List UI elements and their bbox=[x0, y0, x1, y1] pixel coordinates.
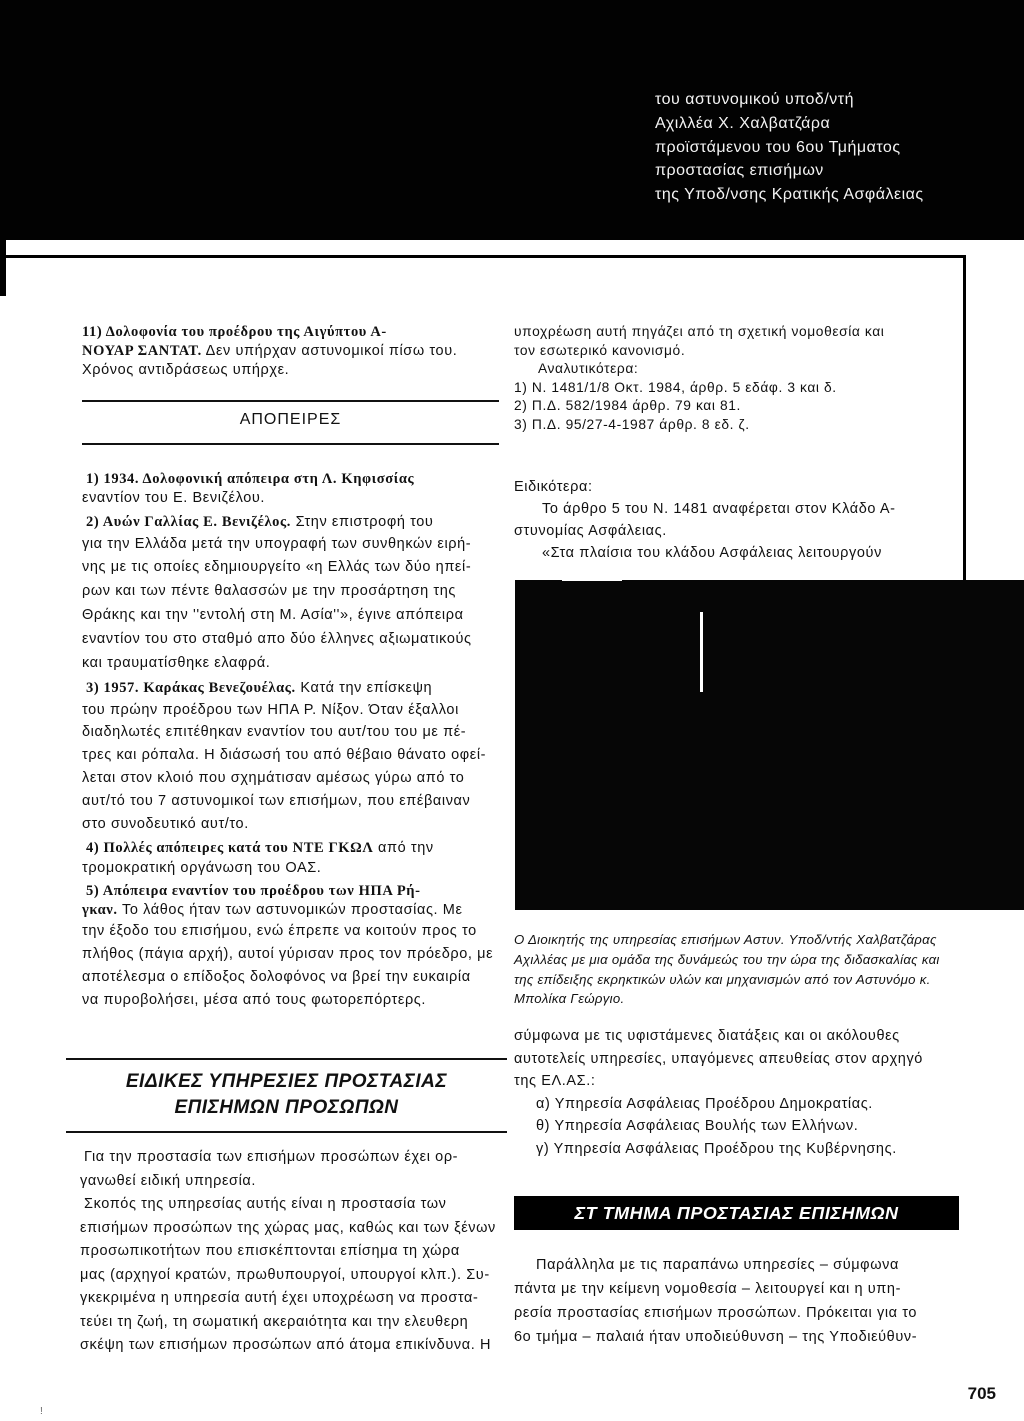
attempt-3-line: στο συνοδευτικό αυτ/το. bbox=[82, 815, 249, 832]
attempt-2-line: για την Ελλάδα μετά την υπογραφή των συνθηκών ειρή- bbox=[82, 535, 472, 552]
attempt-2-line: και τραυματίσθηκε ελαφρά. bbox=[82, 654, 271, 671]
left-edge-strip bbox=[0, 240, 6, 296]
attempt-1-line: εναντίον του Ε. Βενιζέλου. bbox=[82, 490, 266, 507]
service-item: θ) Υπηρεσία Ασφάλειας Βουλής των Ελλήνων. bbox=[536, 1118, 859, 1134]
paragraph-line: 6ο τμήμα – παλαιά ήταν υποδιεύθυνση – της Υποδιεύθυν- bbox=[514, 1329, 918, 1345]
attempt-2-line: Θράκης και την ''εντολή στη Μ. Ασία''», έγινε απόπειρα bbox=[82, 607, 464, 623]
attempt-5-line: να πυροβολήσει, μέσα από τους φωτορεπόρτερς. bbox=[82, 991, 427, 1008]
item-11-line: Χρόνος αντιδράσεως υπήρχε. bbox=[82, 362, 290, 379]
attempt-2-line: νης με τις οποίες εδημιουργείτο «η Ελλάς των δύο ηπεί- bbox=[82, 559, 472, 576]
special-heading-line: ΕΙΔΙΚΕΣ ΥΠΗΡΕΣΙΕΣ ΠΡΟΣΤΑΣΙΑΣ bbox=[125, 1071, 448, 1092]
ref-item: 1) Ν. 1481/1/8 Οκτ. 1984, άρθρ. 5 εδάφ. 3 και δ. bbox=[514, 379, 837, 395]
page-number: 705 bbox=[967, 1384, 996, 1403]
detailed-label: Αναλυτικότερα: bbox=[538, 361, 639, 377]
ref-item: 3) Π.Δ. 95/27-4-1987 άρθρ. 8 εδ. ζ. bbox=[514, 416, 750, 432]
attempt-2-line: ρων και των πέντε θαλασσών με την προσάρτηση της bbox=[82, 583, 456, 600]
paragraph-line: υποχρέωση αυτή πηγάζει από τη σχετική νομοθεσία και bbox=[514, 324, 885, 339]
paragraph-line: σκέψη των επισήμων προσώπων από άτομα επικίνδυνα. Η bbox=[80, 1337, 492, 1353]
caption-line: προϊστάμενου του 6ου Τμήματος bbox=[655, 138, 901, 156]
caption-line: Αχιλλέα Χ. Χαλβατζάρα bbox=[655, 114, 831, 132]
attempt-5-line: πλήθος (πάγια αρχή), αυτοί γύρισαν προς τον πρόεδρο, με bbox=[82, 945, 494, 962]
special-services-text bbox=[80, 1146, 510, 1358]
paragraph-line: γανωθεί ειδική υπηρεσία. bbox=[80, 1172, 256, 1189]
paragraph-line: Για την προστασία των επισήμων προσώπων έχει ορ- bbox=[84, 1149, 459, 1165]
service-item: α) Υπηρεσία Ασφάλειας Προέδρου Δημοκρατίας. bbox=[536, 1095, 873, 1112]
divider bbox=[66, 1058, 507, 1060]
divider bbox=[82, 443, 499, 445]
paragraph-line: Παράλληλα με τις παραπάνω υπηρεσίες – σύμφωνα bbox=[536, 1257, 899, 1273]
paragraph-line: προσωπικοτήτων που επισκέπτονται επίσημα τη χώρα bbox=[80, 1243, 460, 1259]
attempt-3-line: λεται στον κλοιό που σχημάτισαν αμέσως γύρω από το bbox=[82, 769, 465, 786]
paragraph-line: γκεκριμένα η υπηρεσία αυτή έχει υποχρέωση να προστα- bbox=[80, 1290, 479, 1306]
frame-top-rule bbox=[6, 255, 966, 258]
attempt-3-line: αυτ/τό του 7 αστυνομικοί των επισήμων, που επέβαιναν bbox=[82, 792, 471, 809]
attempt-3-line: διαδηλωτές επιτέθηκαν εναντίον του αυτ/του του με πέ- bbox=[82, 724, 467, 741]
paragraph-line: ρεσία προστασίας επισήμων προσώπων. Πρόκειται για το bbox=[514, 1305, 918, 1321]
attempt-5-line: αποτέλεσμα ο επίδοξος δολοφόνος να βρεί την ευκαιρία bbox=[82, 968, 471, 985]
divider bbox=[82, 400, 499, 402]
attempt-3-line: τρες και ρόπαλα. Η διάσωσή του από θέβαιο θάνατο οφεί- bbox=[82, 747, 487, 764]
attempts-heading: ΑΠΟΠΕΙΡΕΣ bbox=[239, 411, 342, 428]
specific-section bbox=[514, 476, 964, 564]
caption-line: της Υποδ/νσης Κρατικής Ασφάλειας bbox=[655, 186, 924, 204]
item-11-text: Δεν υπήρχαν αστυνομικοί πίσω του. bbox=[201, 343, 458, 360]
paragraph-line: πάντα με την κείμενη νομοθεσία – λειτουργεί και η υπη- bbox=[514, 1281, 902, 1297]
attempts-list bbox=[82, 470, 507, 1011]
legal-basis bbox=[514, 323, 964, 435]
special-services-heading bbox=[66, 1069, 507, 1121]
final-paragraph bbox=[514, 1253, 964, 1349]
paragraph-line: τεύει τη ζωή, τη σωματική ακεραιότητα και την ελευθερη bbox=[80, 1313, 469, 1330]
paragraph-line: τον εσωτερικό κανονισμό. bbox=[514, 342, 686, 358]
attempt-5-line: την έξοδο του επισήμου, ενώ έπρεπε να κοιτούν προς το bbox=[82, 923, 477, 940]
caption-line: του αστυνομικού υποδ/ντή bbox=[655, 91, 854, 108]
item-11-title-2: ΝΟΥΑΡ ΣΑΝΤΑΤ. bbox=[82, 343, 202, 360]
services-section bbox=[514, 1025, 964, 1160]
ref-item: 2) Π.Δ. 582/1984 άρθρ. 79 και 81. bbox=[514, 398, 741, 414]
attempt-2-title: 2) Αυών Γαλλίας Ε. Βενιζέλος. bbox=[86, 514, 291, 531]
paragraph-line: «Στα πλαίσια του κλάδου Ασφάλειας λειτουργούν bbox=[542, 545, 882, 561]
attempt-2-text: Στην επιστροφή του bbox=[290, 514, 434, 531]
attempt-1-title: 1) 1934. Δολοφονική απόπειρα στη Λ. Κηφισσίας bbox=[86, 471, 415, 487]
service-item: γ) Υπηρεσία Ασφάλειας Προέδρου της Κυβέρνησης. bbox=[536, 1140, 897, 1157]
special-heading-line: ΕΠΙΣΗΜΩΝ ΠΡΟΣΩΠΩΝ bbox=[174, 1097, 399, 1118]
divider bbox=[66, 1131, 507, 1133]
section-title-box: ΣΤ ΤΜΗΜΑ ΠΡΟΣΤΑΣΙΑΣ ΕΠΙΣΗΜΩΝ bbox=[514, 1196, 959, 1230]
attempt-5-text: Το λάθος ήταν των αστυνομικών προστασίας. Με bbox=[117, 901, 463, 918]
item-11-title: 11) Δολοφονία του προέδρου της Αιγύπτου Α- bbox=[82, 324, 387, 340]
paragraph-line: αυτοτελείς υπηρεσίες, υπαγόμενες απευθείας στον αρχηγό bbox=[514, 1050, 923, 1067]
attempt-3-line: του πρώην προέδρου των ΗΠΑ Ρ. Νίξον. Όταν έξαλλοι bbox=[82, 701, 459, 718]
specific-label: Ειδικότερα: bbox=[514, 479, 593, 495]
attempt-4-line: τρομοκρατική οργάνωση του ΟΑΣ. bbox=[82, 859, 322, 876]
paragraph-line: στυνομίας Ασφάλειας. bbox=[514, 523, 667, 539]
attempt-2-line: εναντίον του στο σταθμό απο δύο έλληνες αξιωματικούς bbox=[82, 630, 472, 647]
header-photo-caption bbox=[655, 88, 995, 207]
training-photo bbox=[515, 580, 1024, 910]
attempt-4-title: 4) Πολλές απόπειρες κατά του ΝΤΕ ΓΚΩΛ bbox=[86, 840, 374, 857]
caption-line: προστασίας επισήμων bbox=[655, 162, 824, 180]
attempt-5-title: 5) Απόπειρα εναντίον του προέδρου των ΗΠΑ Ρή- bbox=[86, 882, 421, 899]
photo-highlight bbox=[700, 612, 703, 692]
attempt-5-title-2: γκαν. bbox=[82, 901, 118, 918]
paragraph-line: Σκοπός της υπηρεσίας αυτής είναι η προστασία των bbox=[84, 1196, 447, 1212]
attempt-3-title: 3) 1957. Καράκας Βενεζουέλας. bbox=[86, 680, 296, 697]
paragraph-line: Το άρθρο 5 του Ν. 1481 αναφέρεται στον Κλάδο Α- bbox=[542, 501, 896, 517]
attempt-3-text: Κατά την επίσκεψη bbox=[295, 680, 433, 697]
paragraph-line: της ΕΛ.ΑΣ.: bbox=[514, 1073, 596, 1089]
item-11 bbox=[82, 323, 502, 381]
margin-mark: ! bbox=[40, 1406, 43, 1417]
paragraph-line: επισήμων προσώπων της χώρας μας, καθώς και των ξένων bbox=[80, 1219, 496, 1236]
paragraph-line: μας (αρχηγοί κρατών, πρωθυπουργοί, υπουργοί κλπ.). Συ- bbox=[80, 1266, 490, 1283]
photo-highlight bbox=[562, 578, 622, 581]
attempt-4-text: από την bbox=[373, 840, 434, 857]
photo-caption: Ο Διοικητής της υπηρεσίας επισήμων Αστυν. Υποδ/ντής Χαλβατζάρας Αχιλλέας με μια ομάδα της δυνάμεώς του την ώρα της διδασκαλίας και της επίδειξης εκρηκτικών υλών και μηχανισμών από τον Αστυνόμο κ. Μπολίκα Γεώργιο. bbox=[514, 932, 940, 1007]
paragraph-line: σύμφωνα με τις υφιστάμενες διατάξεις και οι ακόλουθες bbox=[514, 1028, 900, 1044]
